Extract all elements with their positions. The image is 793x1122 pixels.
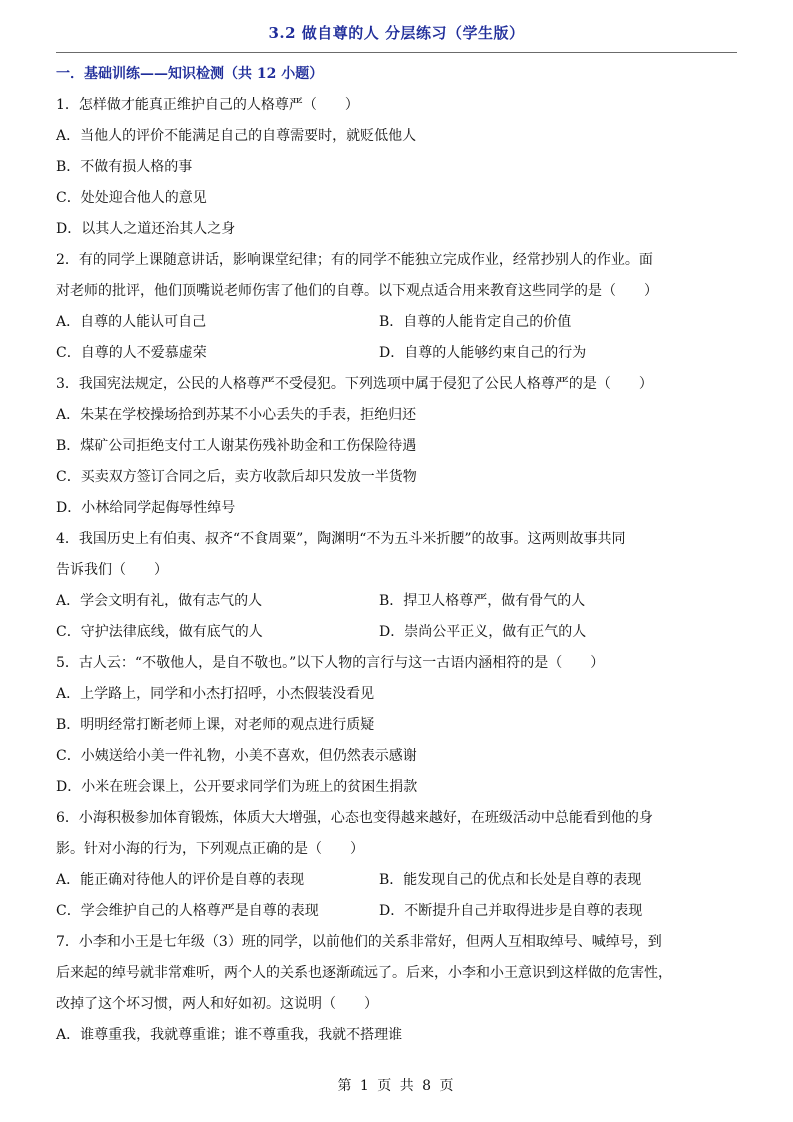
option-b[interactable]: B．自尊的人能肯定自己的价值 (379, 314, 572, 330)
option-c[interactable]: C．学会维护自己的人格尊严是自尊的表现 (56, 903, 319, 919)
question-stem: 1．怎样做才能真正维护自己的人格尊严（ ） (56, 97, 359, 113)
option-d[interactable]: D．不断提升自己并取得进步是自尊的表现 (379, 903, 643, 919)
question-stem: 5．古人云：“不敬他人，是自不敬也。”以下人物的言行与这一古语内涵相符的是（ ） (56, 655, 605, 671)
option-row (56, 338, 737, 369)
section-heading: 一．基础训练——知识检测（共 12 小题） (56, 66, 324, 82)
option-a[interactable]: A．学会文明有礼，做有志气的人 (56, 593, 263, 609)
option-d[interactable]: D．崇尚公平正义，做有正气的人 (379, 624, 587, 640)
page-number: 第 1 页 共 8 页 (337, 1078, 456, 1094)
question-stem-line: 后来起的绰号就非常难听，两个人的关系也逐渐疏远了。后来，小李和小王意识到这样做的危害性， (56, 965, 672, 981)
question-5 (56, 648, 737, 803)
option-c[interactable]: C．买卖双方签订合同之后，卖方收款后却只发放一半货物 (56, 469, 417, 485)
question-4 (56, 524, 737, 648)
question-6 (56, 803, 737, 927)
option-b[interactable]: B．不做有损人格的事 (56, 159, 193, 175)
page-title: 3.2 做自尊的人 分层练习（学生版） (268, 24, 525, 42)
option-d[interactable]: D．小林给同学起侮辱性绰号 (56, 500, 236, 516)
option-c[interactable]: C．自尊的人不爱慕虚荣 (56, 345, 207, 361)
option-row (56, 896, 737, 927)
option-a[interactable]: A．自尊的人能认可自己 (56, 314, 207, 330)
option-b[interactable]: B．捍卫人格尊严，做有骨气的人 (379, 593, 586, 609)
question-stem-line: 4．我国历史上有伯夷、叔齐“不食周粟”，陶渊明“不为五斗米折腰”的故事。这两则故事共同 (56, 531, 626, 547)
question-stem-line: 改掉了这个坏习惯，两人和好如初。这说明（ ） (56, 996, 378, 1012)
option-d[interactable]: D．以其人之道还治其人之身 (56, 221, 236, 237)
option-b[interactable]: B．能发现自己的优点和长处是自尊的表现 (379, 872, 642, 888)
option-row (56, 865, 737, 896)
option-row (56, 617, 737, 648)
question-stem-line: 6．小海积极参加体育锻炼，体质大大增强，心态也变得越来越好，在班级活动中总能看到他的身 (56, 810, 653, 826)
option-a[interactable]: A．当他人的评价不能满足自己的自尊需要时，就贬低他人 (56, 128, 417, 144)
option-a[interactable]: A．谁尊重我，我就尊重谁；谁不尊重我，我就不搭理谁 (56, 1027, 403, 1043)
option-c[interactable]: C．处处迎合他人的意见 (56, 190, 207, 206)
option-a[interactable]: A．上学路上，同学和小杰打招呼，小杰假装没看见 (56, 686, 375, 702)
option-b[interactable]: B．明明经常打断老师上课，对老师的观点进行质疑 (56, 717, 375, 733)
option-a[interactable]: A．朱某在学校操场拾到苏某不小心丢失的手表，拒绝归还 (56, 407, 417, 423)
option-d[interactable]: D．自尊的人能够约束自己的行为 (379, 345, 587, 361)
question-list (56, 90, 737, 1051)
title-divider (56, 52, 737, 53)
question-stem-line: 2．有的同学上课随意讲话，影响课堂纪律；有的同学不能独立完成作业，经常抄别人的作业。面 (56, 252, 653, 268)
question-stem: 3．我国宪法规定，公民的人格尊严不受侵犯。下列选项中属于侵犯了公民人格尊严的是（ ） (56, 376, 653, 392)
option-row (56, 307, 737, 338)
option-c[interactable]: C．守护法律底线，做有底气的人 (56, 624, 263, 640)
question-1 (56, 90, 737, 245)
question-stem-line: 告诉我们（ ） (56, 562, 168, 578)
option-row (56, 586, 737, 617)
question-2 (56, 245, 737, 369)
option-d[interactable]: D．小米在班会课上，公开要求同学们为班上的贫困生捐款 (56, 779, 418, 795)
option-b[interactable]: B．煤矿公司拒绝支付工人谢某伤残补助金和工伤保险待遇 (56, 438, 417, 454)
question-stem-line: 影。针对小海的行为，下列观点正确的是（ ） (56, 841, 364, 857)
question-stem-line: 7．小李和小王是七年级（3）班的同学，以前他们的关系非常好，但两人互相取绰号、喊绰号，到 (56, 934, 662, 950)
option-a[interactable]: A．能正确对待他人的评价是自尊的表现 (56, 872, 305, 888)
question-stem-line: 对老师的批评，他们顶嘴说老师伤害了他们的自尊。以下观点适合用来教育这些同学的是（ ） (56, 283, 658, 299)
question-7 (56, 927, 737, 1051)
question-3 (56, 369, 737, 524)
option-c[interactable]: C．小姨送给小美一件礼物，小美不喜欢，但仍然表示感谢 (56, 748, 417, 764)
